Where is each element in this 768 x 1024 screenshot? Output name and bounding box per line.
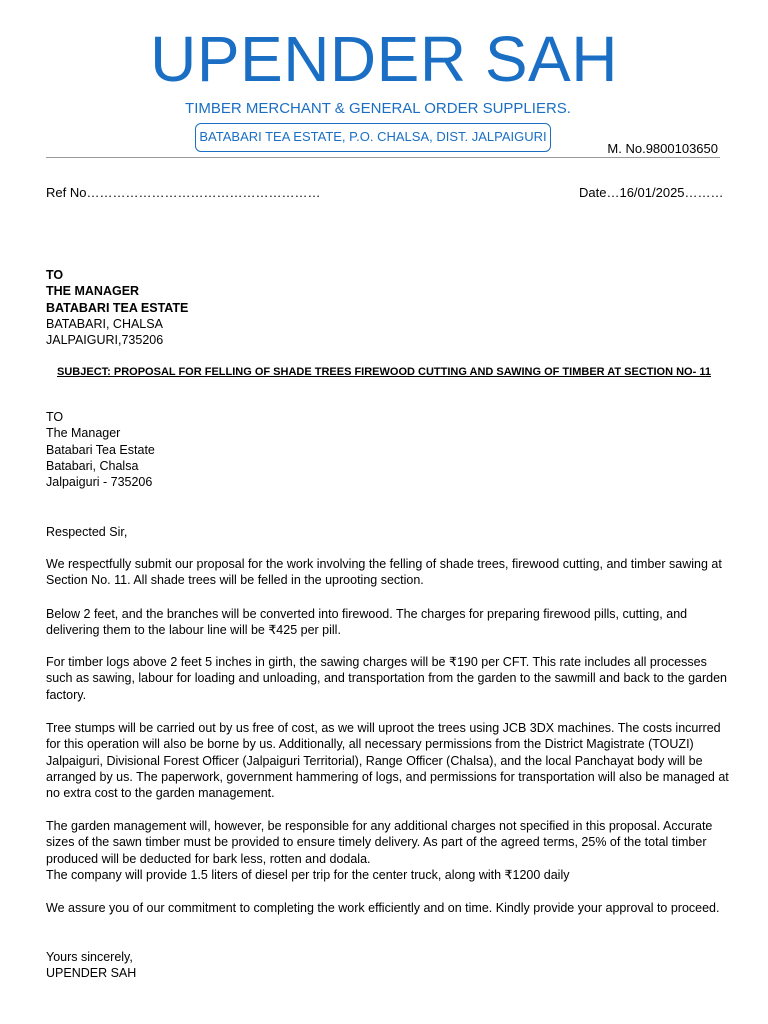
paragraph-stumps-permissions	[46, 720, 730, 801]
paragraph-scope	[46, 556, 730, 589]
paragraph-firewood	[46, 606, 730, 639]
letterhead-address-box: BATABARI TEA ESTATE, P.O. CHALSA, DIST. JALPAIGURI	[195, 123, 551, 152]
paragraph-timber-sawing	[46, 654, 730, 703]
recipient-locality: Batabari, Chalsa	[46, 458, 139, 473]
salutation-text: Respected Sir,	[46, 525, 128, 539]
paragraph-text: We respectfully submit our proposal for the work involving the felling of shade trees, firewood cutting, and timber sawing at Section No. 11. All shade trees will be felled in the uprooting section.	[46, 557, 722, 588]
signature-block	[46, 949, 730, 982]
recipient-block-primary	[46, 267, 188, 348]
closing-text: Yours sincerely,	[46, 950, 133, 964]
signature-name: UPENDER SAH	[46, 966, 137, 981]
paragraph-text: Tree stumps will be carried out by us free of cost, as we will uproot the trees using JCB 3DX machines. The costs incurred for this operation will also be borne by us. Additionally, all necessary permissions from the District Magistrate (TOUZI) Jalpaiguri, Divisional Forest Officer (Jalpaiguri Territorial), Range Officer (Chalsa), and the local Panchayat body will be arranged by us. The paperwork, government hammering of logs, and permissions for transportation will also be managed at no extra cost to the garden management.	[46, 721, 729, 801]
letter-date: Date…16/01/2025………	[579, 185, 724, 200]
recipient-to: TO	[46, 268, 64, 282]
salutation	[46, 524, 730, 540]
header-divider	[46, 157, 720, 158]
recipient-to: TO	[46, 410, 64, 424]
paragraph-text: Below 2 feet, and the branches will be converted into firewood. The charges for preparing firewood pills, cutting, and delivering them to the labour line will be ₹425 per pill.	[46, 607, 688, 638]
paragraph-text: The garden management will, however, be responsible for any additional charges not specified in this proposal. Accurate sizes of the sawn timber must be provided to ensure timely delivery. As part of the agreed terms, 25% of the total timber produced will be deducted for bark less, rotten and dodala.	[46, 819, 713, 866]
paragraph-management-terms	[46, 818, 730, 883]
recipient-organization: BATABARI TEA ESTATE	[46, 300, 189, 315]
ref-number: Ref No………………………………………………	[46, 185, 321, 200]
paragraph-text: For timber logs above 2 feet 5 inches in girth, the sawing charges will be ₹190 per CFT. This rate includes all processes such as sawing, labour for loading and unloading, and transportation from the garden to the sawmill and back to the garden factory.	[46, 655, 727, 702]
recipient-title: THE MANAGER	[46, 284, 140, 299]
paragraph-text: We assure you of our commitment to completing the work efficiently and on time. Kindly provide your approval to proceed.	[46, 901, 720, 915]
mobile-number: M. No.9800103650	[607, 141, 718, 156]
recipient-city-pin: JALPAIGURI,735206	[46, 333, 164, 348]
recipient-organization: Batabari Tea Estate	[46, 442, 155, 457]
paragraph-assurance	[46, 900, 730, 916]
recipient-block-secondary	[46, 409, 155, 490]
subject-line: SUBJECT: PROPOSAL FOR FELLING OF SHADE TREES FIREWOOD CUTTING AND SAWING OF TIMBER AT SECTION NO- 11	[57, 366, 711, 378]
recipient-city-pin: Jalpaiguri - 735206	[46, 475, 153, 490]
recipient-locality: BATABARI, CHALSA	[46, 316, 163, 331]
letterhead-name: UPENDER SAH	[150, 23, 618, 95]
letterhead-tagline: TIMBER MERCHANT & GENERAL ORDER SUPPLIERS.	[185, 100, 571, 117]
paragraph-text: The company will provide 1.5 liters of diesel per trip for the center truck, along with ₹1200 daily	[46, 867, 570, 882]
recipient-title: The Manager	[46, 426, 121, 441]
